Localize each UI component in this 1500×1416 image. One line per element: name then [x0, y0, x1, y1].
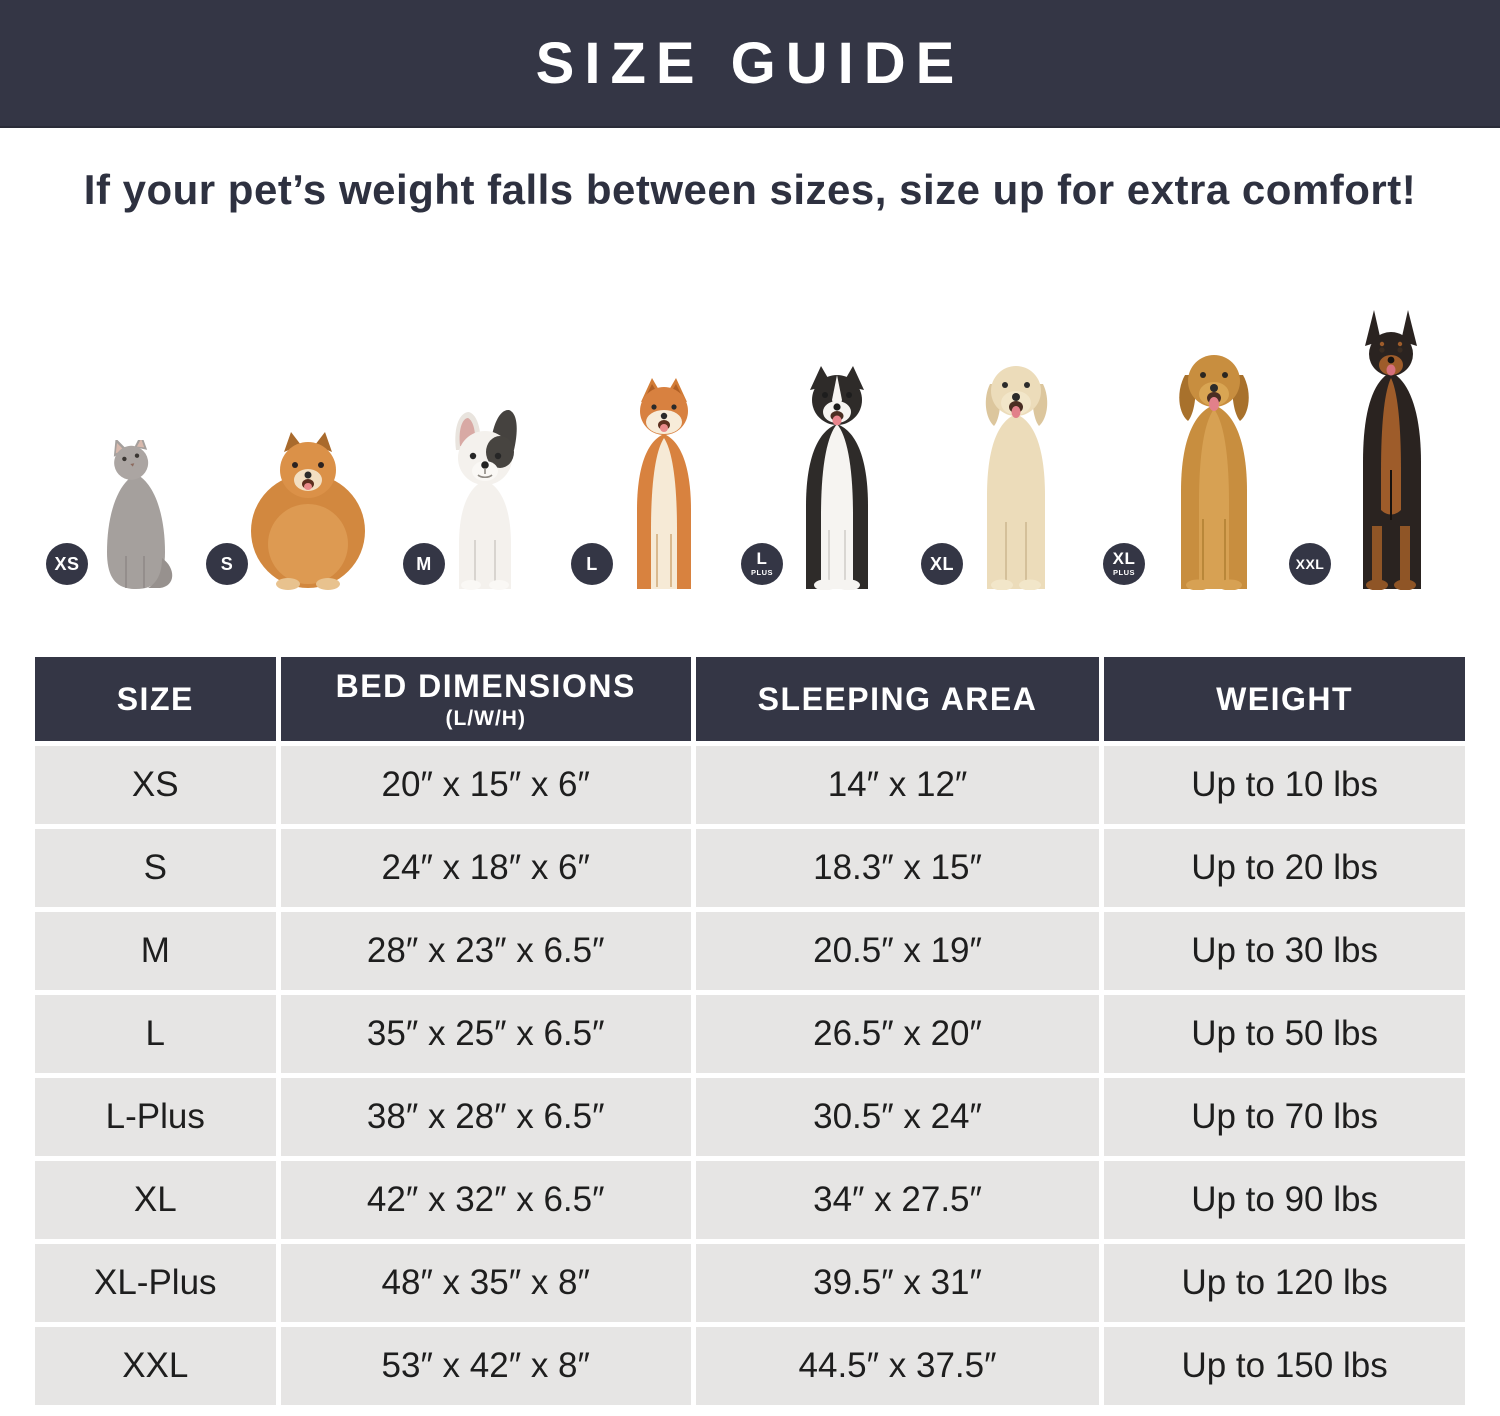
size-badge-xl-plus	[1103, 543, 1145, 585]
cell-bed-dimensions: 35″ x 25″ x 6.5″	[281, 995, 691, 1073]
cat-illustration	[92, 440, 180, 590]
doberman-illustration	[1332, 310, 1450, 590]
badge-label: S	[220, 554, 234, 574]
table-row	[35, 746, 1465, 824]
cell-weight: Up to 30 lbs	[1104, 912, 1465, 990]
pet-cat	[92, 440, 180, 590]
cell-bed-dimensions: 38″ x 28″ x 6.5″	[281, 1078, 691, 1156]
size-badge-l-plus	[741, 543, 783, 585]
table-row	[35, 1161, 1465, 1239]
size-badge-xs	[46, 543, 88, 585]
size-badge-s	[206, 543, 248, 585]
column-header-sleeping-area	[696, 657, 1099, 741]
title-bar	[0, 0, 1500, 128]
badge-sublabel: PLUS	[1112, 567, 1135, 577]
column-header-weight	[1104, 657, 1465, 741]
cell-sleeping-area: 20.5″ x 19″	[696, 912, 1099, 990]
subtitle-text: If your pet’s weight falls between sizes, size up for extra comfort!	[83, 166, 1417, 213]
column-label: WEIGHT	[1216, 680, 1354, 717]
cell-bed-dimensions: 48″ x 35″ x 8″	[281, 1244, 691, 1322]
table-row	[35, 1327, 1465, 1405]
cell-weight: Up to 150 lbs	[1104, 1327, 1465, 1405]
cell-weight: Up to 70 lbs	[1104, 1078, 1465, 1156]
badge-label: XS	[54, 554, 80, 574]
cell-weight: Up to 10 lbs	[1104, 746, 1465, 824]
cell-sleeping-area: 14″ x 12″	[696, 746, 1099, 824]
column-label: SLEEPING AREA	[757, 680, 1038, 717]
pet-doberman	[1332, 310, 1450, 590]
cell-size: XS	[35, 746, 276, 824]
pomeranian-illustration	[250, 428, 366, 590]
cell-bed-dimensions: 24″ x 18″ x 6″	[281, 829, 691, 907]
badge-label: L	[756, 549, 768, 568]
table-row	[35, 1078, 1465, 1156]
size-badge-xxl	[1289, 543, 1331, 585]
size-badge-m	[403, 543, 445, 585]
badge-sublabel: PLUS	[750, 567, 773, 577]
column-header-bed-dimensions	[281, 657, 691, 741]
cell-size: XXL	[35, 1327, 276, 1405]
cell-size: XL-Plus	[35, 1244, 276, 1322]
badge-label: L	[586, 554, 598, 574]
table-header-row	[35, 657, 1465, 741]
pets-illustration-band	[0, 280, 1500, 610]
table-row	[35, 912, 1465, 990]
cell-weight: Up to 90 lbs	[1104, 1161, 1465, 1239]
labrador-illustration	[963, 354, 1070, 590]
cell-sleeping-area: 26.5″ x 20″	[696, 995, 1099, 1073]
cell-size: L-Plus	[35, 1078, 276, 1156]
cell-weight: Up to 50 lbs	[1104, 995, 1465, 1073]
size-badge-l	[571, 543, 613, 585]
column-label: BED DIMENSIONS	[335, 667, 636, 704]
size-table-container	[30, 652, 1470, 1410]
shiba-inu-illustration	[616, 378, 712, 590]
badge-label: XXL	[1295, 556, 1325, 572]
cell-bed-dimensions: 53″ x 42″ x 8″	[281, 1327, 691, 1405]
border-collie-illustration	[781, 364, 893, 590]
pet-golden-retriever	[1154, 343, 1274, 590]
badge-label: XL	[1112, 549, 1136, 568]
cell-size: XL	[35, 1161, 276, 1239]
cell-sleeping-area: 34″ x 27.5″	[696, 1161, 1099, 1239]
size-badge-xl	[921, 543, 963, 585]
pet-labrador	[963, 354, 1070, 590]
cell-bed-dimensions: 28″ x 23″ x 6.5″	[281, 912, 691, 990]
pet-shiba-inu	[616, 378, 712, 590]
cell-sleeping-area: 30.5″ x 24″	[696, 1078, 1099, 1156]
cell-size: M	[35, 912, 276, 990]
cell-weight: Up to 20 lbs	[1104, 829, 1465, 907]
cell-sleeping-area: 39.5″ x 31″	[696, 1244, 1099, 1322]
cell-sleeping-area: 18.3″ x 15″	[696, 829, 1099, 907]
table-row	[35, 1244, 1465, 1322]
size-table	[30, 652, 1470, 1410]
column-sublabel: (L/W/H)	[445, 706, 526, 730]
page-title: SIZE GUIDE	[535, 30, 965, 96]
column-header-size	[35, 657, 276, 741]
table-row	[35, 995, 1465, 1073]
badge-label: M	[416, 554, 432, 574]
cell-bed-dimensions: 42″ x 32″ x 6.5″	[281, 1161, 691, 1239]
cell-size: S	[35, 829, 276, 907]
cell-sleeping-area: 44.5″ x 37.5″	[696, 1327, 1099, 1405]
table-row	[35, 829, 1465, 907]
pet-french-bulldog	[440, 408, 530, 590]
pet-border-collie	[781, 364, 893, 590]
cell-weight: Up to 120 lbs	[1104, 1244, 1465, 1322]
pet-pomeranian	[250, 428, 366, 590]
golden-retriever-illustration	[1154, 343, 1274, 590]
cell-bed-dimensions: 20″ x 15″ x 6″	[281, 746, 691, 824]
badge-label: XL	[929, 554, 954, 574]
column-label: SIZE	[116, 680, 194, 717]
cell-size: L	[35, 995, 276, 1073]
french-bulldog-illustration	[440, 408, 530, 590]
